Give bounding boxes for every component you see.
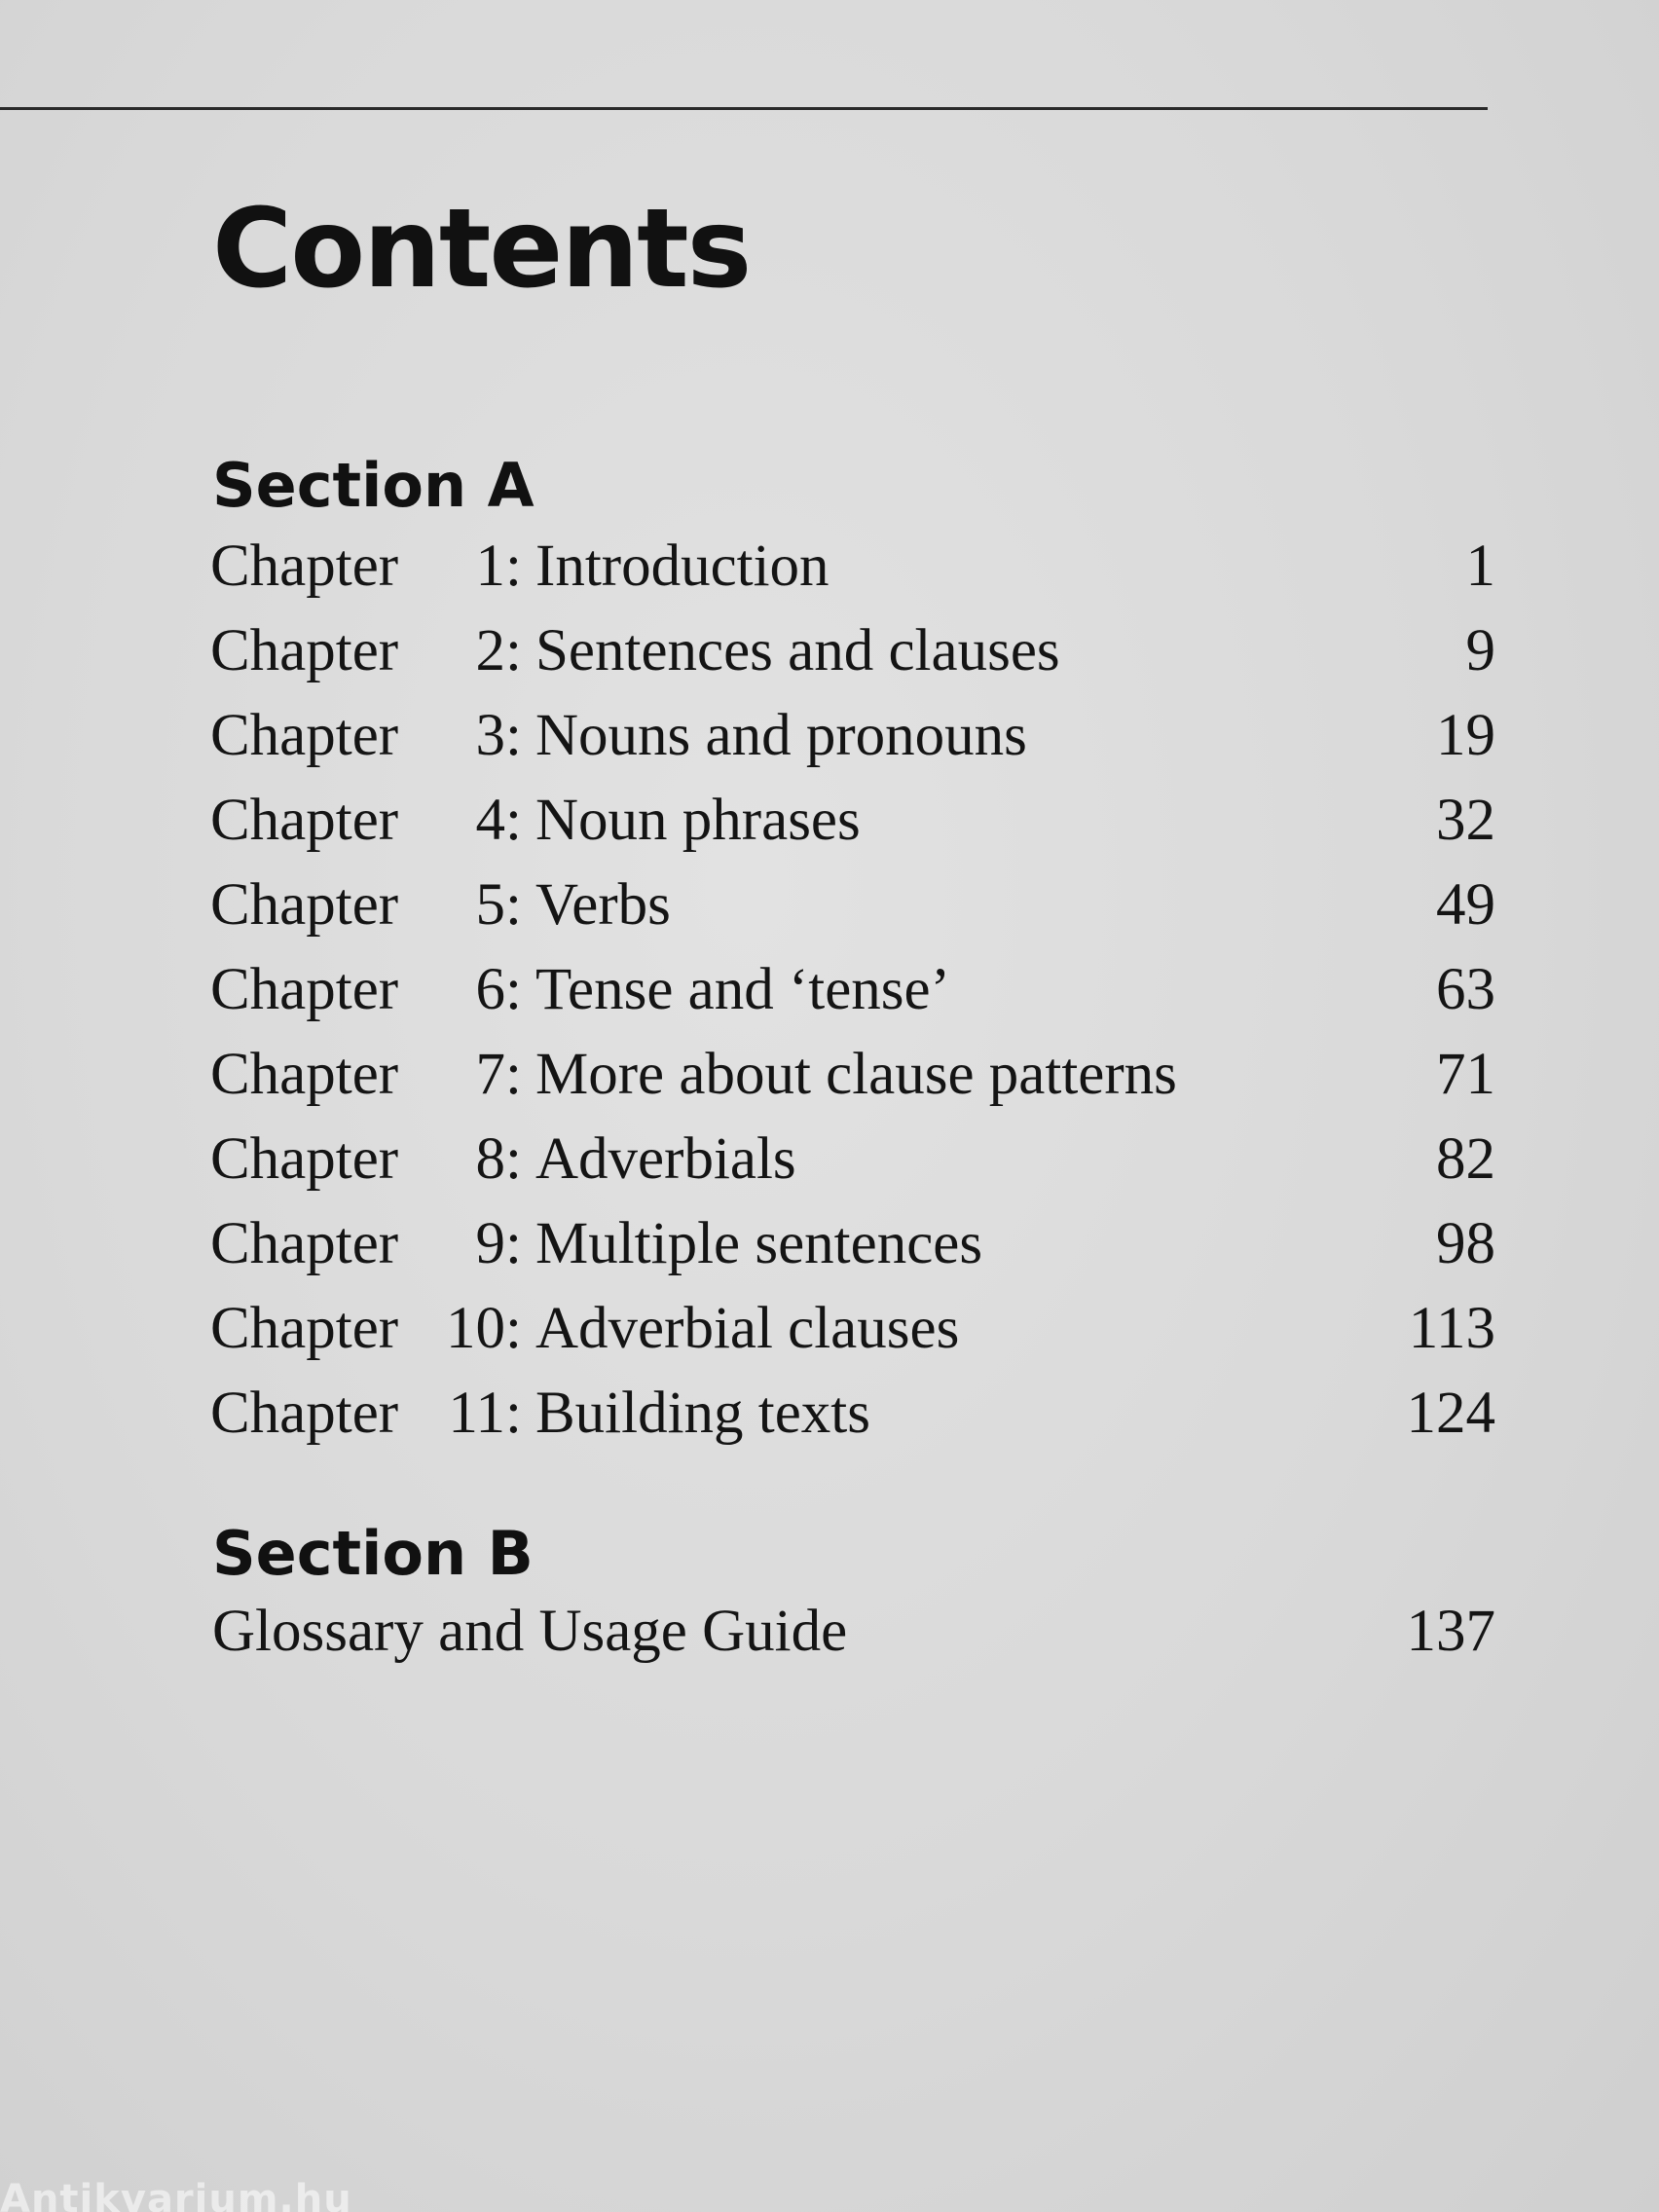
toc-entry-page: 49: [1436, 872, 1495, 938]
toc-entry-page: 82: [1436, 1126, 1495, 1192]
toc-entry-label: Chapter: [210, 788, 399, 853]
toc-entry-title: Verbs: [535, 872, 671, 938]
toc-entry-title: Multiple sentences: [535, 1211, 983, 1276]
toc-entry-title: Nouns and pronouns: [535, 703, 1027, 768]
toc-entry: [210, 693, 1495, 778]
toc-entry-label: Chapter: [210, 1211, 399, 1276]
toc-entry-number: 10:: [446, 1296, 522, 1361]
toc-entry-title: Adverbial clauses: [535, 1296, 960, 1361]
toc-entry-page: 113: [1408, 1296, 1495, 1361]
toc-entry-title: Adverbials: [535, 1126, 796, 1192]
toc-entry-number: 2:: [475, 618, 522, 683]
toc-entry-title: More about clause patterns: [535, 1042, 1177, 1107]
section-a-heading: Section A: [212, 450, 535, 521]
toc-entry: [210, 1286, 1495, 1371]
toc-entry-number: 7:: [475, 1042, 522, 1107]
toc-entry-page: 32: [1436, 788, 1495, 853]
toc-entry: [210, 778, 1495, 863]
toc-entry-title: Noun phrases: [535, 788, 861, 853]
toc-entry-page: 137: [1406, 1599, 1495, 1664]
watermark: Antikvarium.hu: [0, 2177, 352, 2212]
toc-entry-title: Glossary and Usage Guide: [212, 1599, 848, 1664]
toc-entry-number: 11:: [448, 1381, 522, 1446]
section-b-heading: Section B: [212, 1518, 534, 1589]
toc-entry-page: 124: [1406, 1381, 1495, 1446]
toc-entry-number: 9:: [475, 1211, 522, 1276]
toc-entry: [210, 1117, 1495, 1201]
toc-entry-title: Building texts: [535, 1381, 870, 1446]
toc-entry: [210, 1032, 1495, 1117]
toc-entry-label: Chapter: [210, 703, 399, 768]
toc-entry-number: 3:: [475, 703, 522, 768]
toc-entry-number: 8:: [475, 1126, 522, 1192]
toc-entry-number: 5:: [475, 872, 522, 938]
toc-entry-number: 4:: [475, 788, 522, 853]
page-title: Contents: [212, 186, 751, 313]
toc-entry: [210, 608, 1495, 693]
toc-entry: [210, 863, 1495, 947]
toc-entry-page: 98: [1436, 1211, 1495, 1276]
toc-entry: [210, 1589, 1495, 1674]
toc-entry: [210, 524, 1495, 608]
toc-entry-label: Chapter: [210, 1042, 399, 1107]
toc-entry-label: Chapter: [210, 618, 399, 683]
toc-entry-page: 71: [1436, 1042, 1495, 1107]
toc-entry-label: Chapter: [210, 1296, 399, 1361]
toc-entry: [210, 947, 1495, 1032]
toc-entry: [210, 1371, 1495, 1456]
toc-entry-page: 63: [1436, 957, 1495, 1022]
toc-entry-label: Chapter: [210, 1126, 399, 1192]
section-b-toc: [210, 1589, 1495, 1674]
toc-entry-title: Sentences and clauses: [535, 618, 1060, 683]
toc-entry-label: Chapter: [210, 1381, 399, 1446]
toc-entry-page: 9: [1465, 618, 1495, 683]
toc-entry-label: Chapter: [210, 957, 399, 1022]
toc-entry: [210, 1201, 1495, 1286]
toc-entry-number: 1:: [475, 534, 522, 599]
toc-entry-title: Introduction: [535, 534, 830, 599]
toc-entry-number: 6:: [475, 957, 522, 1022]
top-rule: [0, 107, 1488, 110]
toc-entry-label: Chapter: [210, 534, 399, 599]
section-a-toc: [210, 524, 1495, 1456]
toc-entry-page: 19: [1436, 703, 1495, 768]
toc-entry-label: Chapter: [210, 872, 399, 938]
toc-entry-title: Tense and ‘tense’: [535, 957, 950, 1022]
toc-entry-page: 1: [1465, 534, 1495, 599]
